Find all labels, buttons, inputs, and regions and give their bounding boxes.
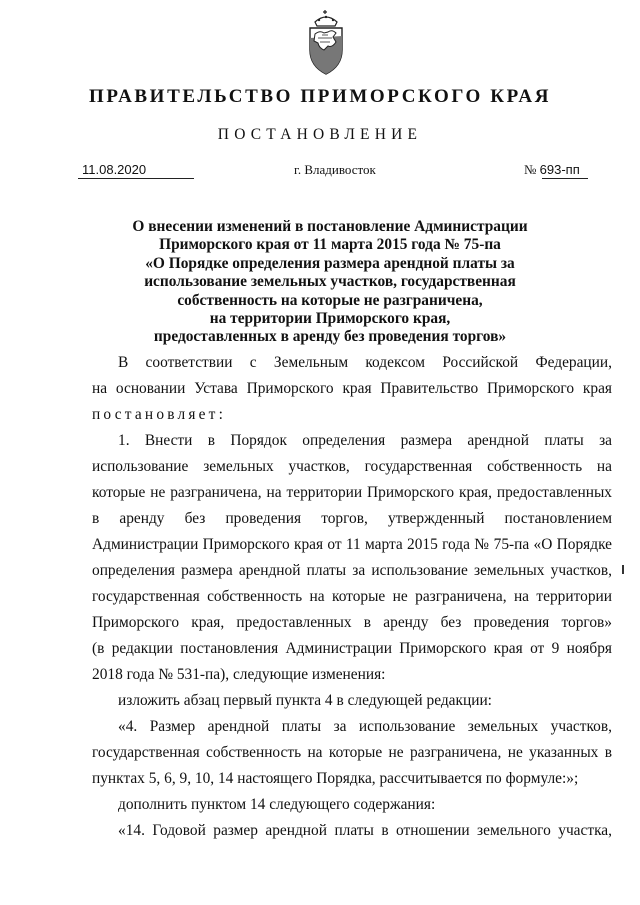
subject-line: собственность на которые не разграничена,: [177, 291, 483, 309]
body-line: «14. Годовой размер арендной платы в отношении земельного участка,: [118, 822, 612, 839]
document-type: ПОСТАНОВЛЕНИЕ: [217, 126, 423, 143]
body-line: которые не разграничена, на территории Приморского края, предоставленных: [92, 484, 612, 501]
subject-line: использование земельных участков, государственная: [144, 273, 516, 291]
body-line: «4. Размер арендной платы за использование земельных участков,: [118, 718, 612, 735]
body-line: 1. Внести в Порядок определения размера арендной платы за: [118, 432, 612, 449]
body-line: государственная собственность на которые не разграничена, не указанных в: [92, 744, 612, 761]
body-line: на основании Устава Приморского края Правительство Приморского края: [92, 380, 612, 397]
document-city: г. Владивосток: [294, 162, 376, 177]
body-line: определения размера арендной платы за использование земельных участков,: [92, 562, 612, 579]
document-number: [524, 162, 580, 178]
government-title: ПРАВИТЕЛЬСТВО ПРИМОРСКОГО КРАЯ: [88, 86, 552, 107]
subject-line: Приморского края от 11 марта 2015 года № 75-па: [159, 236, 501, 254]
document-subject: [100, 218, 560, 347]
document-date: 11.08.2020: [82, 162, 147, 177]
number-underline: [542, 178, 588, 179]
coat-of-arms-emblem: [302, 8, 350, 80]
date-underline: [78, 178, 194, 179]
body-line: изложить абзац первый пункта 4 в следующей редакции:: [118, 692, 492, 709]
number-prefix: №: [524, 162, 537, 177]
scan-margin-mark: [622, 565, 624, 574]
body-line: дополнить пунктом 14 следующего содержания:: [118, 796, 436, 813]
number-value: 693-пп: [539, 162, 580, 177]
subject-line: О внесении изменений в постановление Администрации: [132, 218, 528, 235]
body-line: 2018 года № 531-па), следующие изменения:: [92, 666, 386, 683]
body-line: использование земельных участков, государственная собственность на: [92, 458, 612, 475]
body-line: (в редакции постановления Администрации Приморского края от 9 ноября: [92, 640, 612, 657]
body-line: в аренду без проведения торгов, утвержденный постановлением: [92, 510, 612, 527]
body-line: постановляет:: [92, 406, 227, 423]
document-body: [92, 350, 612, 844]
body-line: государственная собственность на которые не разграничена, на территории: [92, 588, 612, 605]
subject-line: на территории Приморского края,: [209, 310, 451, 328]
subject-line: предоставленных в аренду без проведения торгов»: [153, 328, 507, 346]
body-line: пунктах 5, 6, 9, 10, 14 настоящего Порядка, рассчитывается по формуле:»;: [92, 770, 579, 787]
body-line: Приморского края, предоставленных в аренду без проведения торгов»: [92, 614, 612, 631]
body-line: В соответствии с Земельным кодексом Российской Федерации,: [118, 354, 612, 371]
body-line: Администрации Приморского края от 11 марта 2015 года № 75-па «О Порядке: [92, 536, 612, 553]
subject-line: «О Порядке определения размера арендной платы за: [145, 254, 515, 272]
